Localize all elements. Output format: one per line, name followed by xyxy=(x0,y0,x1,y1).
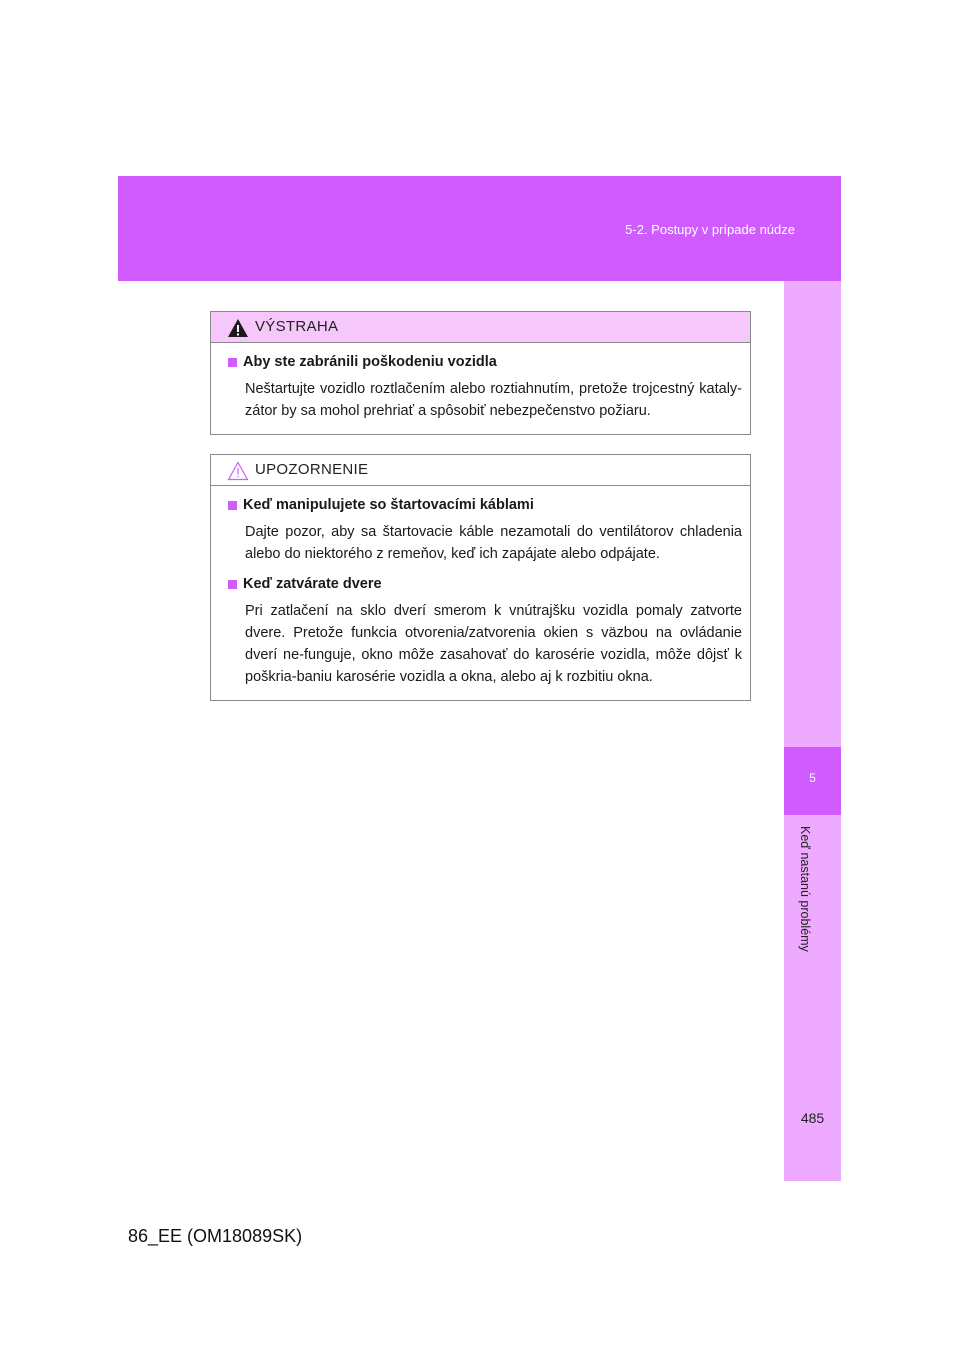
caution-item-heading: Keď zatvárate dvere xyxy=(243,576,382,592)
caution-box xyxy=(210,454,751,701)
caution-item-text: Dajte pozor, aby sa štartovacie káble nezamotali do ventilátorov chladenia alebo do niektorého z remeňov, keď ich zapájate alebo odpájate. xyxy=(245,524,742,562)
warning-box xyxy=(210,311,751,435)
warning-item xyxy=(228,351,742,422)
document-code: 86_EE (OM18089SK) xyxy=(128,1226,303,1246)
caution-box-title: UPOZORNENIE xyxy=(255,461,369,478)
warning-box-title: VÝSTRAHA xyxy=(255,318,339,335)
square-bullet-icon xyxy=(228,501,237,510)
caution-item xyxy=(228,573,742,688)
page-number: 485 xyxy=(800,1110,825,1126)
caution-item xyxy=(228,494,742,565)
caution-item-text: Pri zatlačení na sklo dverí smerom k vnútrajšku vozidla pomaly zatvorte dvere. Pretože funkcia otvorenia/zatvorenia okien s väzbou na ovládanie dverí ne-funguje, okno môže zasahovať do karosérie vozidla, môže dôjsť k poškria-baniu karosérie vozidla a okna, alebo aj k rozbitiu okna. xyxy=(245,603,742,685)
chapter-tab xyxy=(784,747,841,815)
chapter-side-strip xyxy=(784,281,841,1181)
caution-box-header xyxy=(211,455,750,486)
chapter-number: 5 xyxy=(809,771,816,785)
warning-item-text: Neštartujte vozidlo roztlačením alebo roztiahnutím, pretože trojcestný kataly-zátor by sa mohol prehriať a spôsobiť nebezpečenstvo požiaru. xyxy=(245,381,742,419)
chapter-header-band xyxy=(118,176,841,281)
warning-box-header xyxy=(211,312,750,343)
warning-triangle-filled-icon xyxy=(227,318,249,338)
square-bullet-icon xyxy=(228,580,237,589)
section-title: 5-2. Postupy v prípade núdze xyxy=(625,222,795,237)
caution-box-body xyxy=(211,486,750,700)
caution-triangle-outline-icon xyxy=(227,461,249,481)
warning-box-body xyxy=(211,343,750,434)
warning-item-heading: Aby ste zabránili poškodeniu vozidla xyxy=(243,354,497,370)
chapter-title: Keď nastanú problémy xyxy=(798,826,812,952)
square-bullet-icon xyxy=(228,358,237,367)
caution-item-heading: Keď manipulujete so štartovacími káblami xyxy=(243,497,534,513)
